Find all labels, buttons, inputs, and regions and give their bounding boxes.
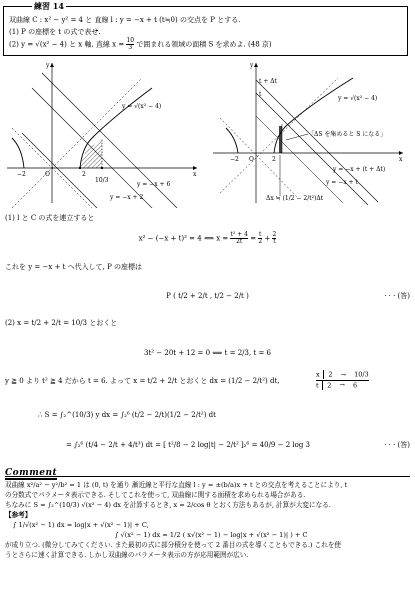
integral-1: ∴ S = ∫₂^(10/3) y dx = ∫₂⁶ (t/2 − 2/t)(1/2 − 2/t²) dt (38, 411, 216, 419)
reference-formula-1: ∫ 1/√(x² − 1) dx = log|x + √(x² − 1)| + C, (13, 521, 149, 529)
graph-left-svg (2, 58, 202, 208)
line-label-6: y = −x + 6 (137, 181, 171, 188)
neg2-label-right: −2 (230, 156, 239, 163)
x-axis-label: x (193, 171, 197, 178)
x-tick-2: 2 (82, 171, 86, 178)
x-axis-label-right: x (399, 156, 403, 163)
graph-left (2, 58, 202, 208)
graph-right (208, 58, 408, 208)
comment-text-4: が成り立つ. (微分してみてください. また最初の式に部分積分を使って 2 番目の式を導くこともできる.) これを使 (5, 541, 342, 549)
origin-label-right: O (249, 156, 254, 163)
neg2-label: −2 (17, 171, 26, 178)
integral-2: = ∫₂⁶ (t/4 − 2/t + 4/t³) dt = [ t²/8 − 2 log|t| − 2/t² ]₂⁶ = 40/9 − 2 log 3 (66, 441, 310, 449)
t-label: t (259, 91, 262, 98)
problem-part1: (1) P の座標を t の式で表せ. (9, 28, 101, 36)
comment-heading: Comment (5, 468, 58, 478)
dx-label: Δx ≒ (1/2 − 2/t²)Δt (266, 195, 324, 202)
x-tick-2-right: 2 (272, 156, 276, 163)
fraction: $\frac{10}{3}$ (126, 37, 135, 51)
line-label-2: y = −x + 2 (110, 194, 144, 201)
y-axis-label-right: y (250, 62, 254, 69)
part1-substitution: これを y = −x + t へ代入して, P の座標は (5, 263, 143, 271)
reference-formula-2: ∫ √(x² − 1) dx = 1/2 ( x√(x² − 1) − log|x + √(x² − 1)| ) + C (115, 531, 308, 539)
equation-1: x² − (−x + t)² = 4 ⟺ x = $\frac{\text{t² + 4}}{2t}$ = $\frac{t}{2}$ + $\frac{2}{t}$ (138, 231, 277, 245)
comment-divider (5, 476, 410, 477)
reference-label: 【参考】 (5, 511, 32, 519)
part2-intro: (2) x = t/2 + 2/t = 10/3 とおくと (5, 319, 118, 327)
part1-intro: (1) l と C の式を連立すると (5, 214, 95, 222)
origin-label: O (45, 171, 50, 178)
comment-text-3: ちなみに S = ∫₂^(10/3) √(x² − 4) dx を計算するとき, x = 2/cos θ とおく方法もあるが, 計算が大変になる. (5, 501, 331, 509)
problem-statement: 双曲線 C : x² − y² = 4 と 直線 l : y = −x + t (t≒0) の交点を P とする. (9, 16, 241, 24)
line-label-t: y = −x + t (326, 179, 358, 186)
part2-condition: y ≧ 0 より t² ≧ 4 だから t = 6. よって x = t/2 + 2/t とおくと dx = (1/2 − 2/t²) dt, (5, 377, 280, 385)
answer-mark: · · · (答) (384, 292, 410, 300)
problem-box (3, 1, 408, 56)
curve-label-right: y = √(x² − 4) (338, 95, 378, 102)
top-label: t + Δt (259, 78, 277, 85)
comment-body (5, 480, 410, 560)
line-label-t-dt: y = −x + (t + Δt) (333, 166, 386, 173)
problem-title: 練習 14 (34, 1, 64, 11)
note-label: 「ΔS を集めると S になる」 (308, 131, 387, 138)
comment-text-1: 双曲線 x²/a² − y²/b² = 1 は (0, t) を通り 漸近線と平行な直線 l : y = ±(b/a)x + t との交点を考えることにより, t (5, 481, 348, 489)
equation-2: 3t² − 20t + 12 = 0 ⟺ t = 2/3, t = 6 (143, 349, 271, 357)
p-coordinate: P ( t/2 + 2/t , t/2 − 2/t ) · · · (答) (166, 292, 410, 300)
graph-right-svg (208, 58, 408, 208)
comment-text-5: うとさらに速く計算できる. しかし双曲線のパラメータ表示の方が応用範囲が広い. (5, 551, 249, 559)
comment-text-2: の分数式でパラメータ表示できる. そしてこれを使って, 双曲線に関する面積を求められる場合がある. (5, 491, 306, 499)
curve-label: y = √(x² − 4) (122, 103, 162, 110)
answer-mark-2: · · · (答) (384, 441, 410, 449)
y-axis-label: y (46, 62, 50, 69)
problem-part2: (2) y = √(x² − 4) と x 軸, 直線 x = $\frac{10}{3}$ で囲まれる領域の面積 S を求めよ. (48 京) (9, 37, 272, 51)
x-tick-10-3: 10/3 (95, 177, 109, 184)
substitution-table: x 2 → 10/3 t 2 → 6 (316, 370, 369, 389)
